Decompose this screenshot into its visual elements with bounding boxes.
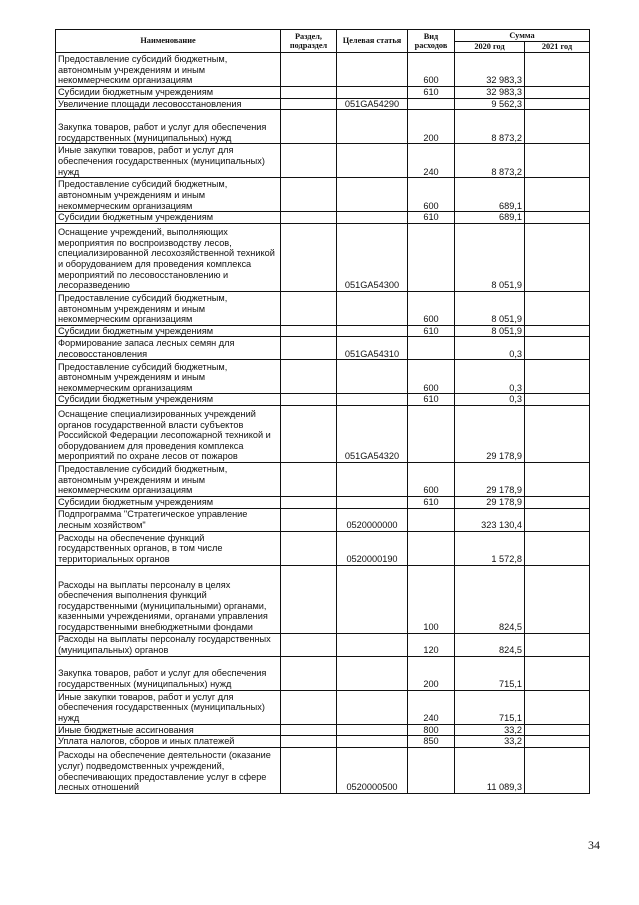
row-target bbox=[337, 212, 408, 224]
row-sum-2021 bbox=[525, 747, 590, 793]
table-row bbox=[56, 633, 590, 656]
row-target bbox=[337, 724, 408, 736]
row-name: Субсидии бюджетным учреждениям bbox=[56, 496, 281, 508]
row-type: 200 bbox=[408, 110, 455, 144]
row-type: 850 bbox=[408, 736, 455, 748]
header-year-2021: 2021 год bbox=[525, 42, 590, 53]
row-type bbox=[408, 508, 455, 531]
row-target bbox=[337, 360, 408, 394]
table-row bbox=[56, 98, 590, 110]
row-name: Формирование запаса лесных семян для лесовосстановления bbox=[56, 337, 281, 360]
row-name: Предоставление субсидий бюджетным, автономным учреждениям и иным некоммерческим организациям bbox=[56, 291, 281, 325]
table-row bbox=[56, 87, 590, 99]
row-section bbox=[281, 656, 337, 690]
row-type: 610 bbox=[408, 496, 455, 508]
row-name: Субсидии бюджетным учреждениям bbox=[56, 212, 281, 224]
row-target bbox=[337, 462, 408, 496]
row-name: Закупка товаров, работ и услуг для обеспечения государственных (муниципальных) нужд bbox=[56, 110, 281, 144]
table-row bbox=[56, 325, 590, 337]
row-sum-2020: 29 178,9 bbox=[455, 405, 525, 462]
row-section bbox=[281, 508, 337, 531]
row-section bbox=[281, 87, 337, 99]
row-name: Расходы на обеспечение функций государственных органов, в том числе территориальных органов bbox=[56, 531, 281, 565]
row-type: 610 bbox=[408, 394, 455, 406]
row-section bbox=[281, 633, 337, 656]
row-type: 200 bbox=[408, 656, 455, 690]
row-sum-2021 bbox=[525, 291, 590, 325]
row-type: 600 bbox=[408, 462, 455, 496]
row-sum-2020: 689,1 bbox=[455, 178, 525, 212]
row-sum-2021 bbox=[525, 496, 590, 508]
header-sum: Сумма bbox=[455, 30, 590, 42]
row-target bbox=[337, 690, 408, 724]
row-sum-2020: 8 051,9 bbox=[455, 223, 525, 291]
row-name: Субсидии бюджетным учреждениям bbox=[56, 394, 281, 406]
header-target: Целевая статья bbox=[337, 30, 408, 53]
row-sum-2021 bbox=[525, 690, 590, 724]
row-sum-2021 bbox=[525, 223, 590, 291]
row-type: 610 bbox=[408, 325, 455, 337]
row-name: Предоставление субсидий бюджетным, автономным учреждениям и иным некоммерческим организациям bbox=[56, 462, 281, 496]
row-name: Увеличение площади лесовосстановления bbox=[56, 98, 281, 110]
row-target bbox=[337, 325, 408, 337]
header-type: Вид расходов bbox=[408, 30, 455, 53]
row-type: 600 bbox=[408, 178, 455, 212]
table-row bbox=[56, 736, 590, 748]
row-sum-2020: 824,5 bbox=[455, 565, 525, 633]
row-target: 051GA54300 bbox=[337, 223, 408, 291]
row-sum-2021 bbox=[525, 53, 590, 87]
row-name: Расходы на обеспечение деятельности (оказание услуг) подведомственных учреждений, обеспечивающих предоставление услуг в сфере лесных отношений bbox=[56, 747, 281, 793]
row-sum-2021 bbox=[525, 98, 590, 110]
table-row bbox=[56, 212, 590, 224]
row-sum-2020: 323 130,4 bbox=[455, 508, 525, 531]
row-name: Подпрограмма "Стратегическое управление лесным хозяйством" bbox=[56, 508, 281, 531]
row-section bbox=[281, 178, 337, 212]
table-row bbox=[56, 394, 590, 406]
table-row bbox=[56, 531, 590, 565]
row-sum-2021 bbox=[525, 531, 590, 565]
row-sum-2021 bbox=[525, 736, 590, 748]
row-target: 051GA54290 bbox=[337, 98, 408, 110]
table-row bbox=[56, 144, 590, 178]
row-section bbox=[281, 53, 337, 87]
row-target bbox=[337, 394, 408, 406]
table-row bbox=[56, 565, 590, 633]
row-name: Иные бюджетные ассигнования bbox=[56, 724, 281, 736]
row-section bbox=[281, 144, 337, 178]
table-row bbox=[56, 110, 590, 144]
row-sum-2020: 11 089,3 bbox=[455, 747, 525, 793]
row-target bbox=[337, 656, 408, 690]
row-sum-2020: 0,3 bbox=[455, 360, 525, 394]
row-sum-2020: 8 051,9 bbox=[455, 325, 525, 337]
row-sum-2021 bbox=[525, 87, 590, 99]
row-type bbox=[408, 531, 455, 565]
row-name: Расходы на выплаты персоналу в целях обеспечения выполнения функций государственными (муниципальными) органами, казенными учреждениями, органами управления государственными внебюджетными фондами bbox=[56, 565, 281, 633]
row-sum-2020: 8 051,9 bbox=[455, 291, 525, 325]
row-type: 800 bbox=[408, 724, 455, 736]
row-name: Расходы на выплаты персоналу государственных (муниципальных) органов bbox=[56, 633, 281, 656]
row-type: 600 bbox=[408, 291, 455, 325]
row-sum-2020: 1 572,8 bbox=[455, 531, 525, 565]
row-target bbox=[337, 736, 408, 748]
row-type bbox=[408, 337, 455, 360]
row-sum-2021 bbox=[525, 360, 590, 394]
row-name: Оснащение учреждений, выполняющих мероприятия по воспроизводству лесов, специализированной лесохозяйственной техникой и оборудованием для проведения комплекса мероприятий по лесовосстановлению и лесоразведению bbox=[56, 223, 281, 291]
row-section bbox=[281, 291, 337, 325]
row-name: Предоставление субсидий бюджетным, автономным учреждениям и иным некоммерческим организациям bbox=[56, 53, 281, 87]
row-section bbox=[281, 394, 337, 406]
row-section bbox=[281, 223, 337, 291]
row-section bbox=[281, 462, 337, 496]
row-name: Субсидии бюджетным учреждениям bbox=[56, 325, 281, 337]
table-row bbox=[56, 223, 590, 291]
row-section bbox=[281, 496, 337, 508]
table-row bbox=[56, 496, 590, 508]
row-sum-2020: 0,3 bbox=[455, 337, 525, 360]
row-sum-2021 bbox=[525, 144, 590, 178]
row-target: 0520000500 bbox=[337, 747, 408, 793]
table-row bbox=[56, 178, 590, 212]
row-section bbox=[281, 337, 337, 360]
row-sum-2020: 33,2 bbox=[455, 736, 525, 748]
row-sum-2021 bbox=[525, 405, 590, 462]
row-type bbox=[408, 98, 455, 110]
row-type: 240 bbox=[408, 144, 455, 178]
table-row bbox=[56, 690, 590, 724]
row-target: 051GA54310 bbox=[337, 337, 408, 360]
row-sum-2021 bbox=[525, 633, 590, 656]
row-type: 610 bbox=[408, 87, 455, 99]
row-sum-2020: 9 562,3 bbox=[455, 98, 525, 110]
table-row bbox=[56, 508, 590, 531]
row-sum-2021 bbox=[525, 462, 590, 496]
row-target bbox=[337, 565, 408, 633]
row-sum-2021 bbox=[525, 110, 590, 144]
row-sum-2021 bbox=[525, 656, 590, 690]
table-row bbox=[56, 291, 590, 325]
budget-table bbox=[55, 29, 590, 794]
row-type bbox=[408, 747, 455, 793]
table-row bbox=[56, 724, 590, 736]
row-type: 610 bbox=[408, 212, 455, 224]
table-row bbox=[56, 656, 590, 690]
row-section bbox=[281, 531, 337, 565]
row-sum-2020: 715,1 bbox=[455, 656, 525, 690]
row-section bbox=[281, 747, 337, 793]
row-section bbox=[281, 360, 337, 394]
row-sum-2021 bbox=[525, 565, 590, 633]
row-target bbox=[337, 87, 408, 99]
row-section bbox=[281, 690, 337, 724]
row-target bbox=[337, 178, 408, 212]
row-type: 240 bbox=[408, 690, 455, 724]
row-name: Оснащение специализированных учреждений органов государственной власти субъектов Российской Федерации лесопожарной техникой и оборудованием для проведения комплекса мероприятий по охране лесов от пожаров bbox=[56, 405, 281, 462]
row-sum-2021 bbox=[525, 394, 590, 406]
row-section bbox=[281, 110, 337, 144]
header-year-2020: 2020 год bbox=[455, 42, 525, 53]
row-name: Иные закупки товаров, работ и услуг для обеспечения государственных (муниципальных) нужд bbox=[56, 690, 281, 724]
header-section: Раздел, подраздел bbox=[281, 30, 337, 53]
table-row bbox=[56, 405, 590, 462]
row-name: Закупка товаров, работ и услуг для обеспечения государственных (муниципальных) нужд bbox=[56, 656, 281, 690]
row-sum-2020: 824,5 bbox=[455, 633, 525, 656]
table-row bbox=[56, 337, 590, 360]
row-section bbox=[281, 98, 337, 110]
row-target bbox=[337, 110, 408, 144]
page-number: 34 bbox=[588, 838, 600, 852]
row-sum-2020: 8 873,2 bbox=[455, 110, 525, 144]
row-sum-2020: 689,1 bbox=[455, 212, 525, 224]
row-name: Субсидии бюджетным учреждениям bbox=[56, 87, 281, 99]
row-sum-2020: 715,1 bbox=[455, 690, 525, 724]
row-target: 0520000000 bbox=[337, 508, 408, 531]
row-name: Предоставление субсидий бюджетным, автономным учреждениям и иным некоммерческим организациям bbox=[56, 360, 281, 394]
row-type: 120 bbox=[408, 633, 455, 656]
row-target bbox=[337, 53, 408, 87]
header-name: Наименование bbox=[56, 30, 281, 53]
row-sum-2020: 0,3 bbox=[455, 394, 525, 406]
table-row bbox=[56, 360, 590, 394]
row-section bbox=[281, 736, 337, 748]
row-type bbox=[408, 405, 455, 462]
row-section bbox=[281, 325, 337, 337]
table-row bbox=[56, 53, 590, 87]
table-row bbox=[56, 747, 590, 793]
row-target: 0520000190 bbox=[337, 531, 408, 565]
row-target bbox=[337, 144, 408, 178]
row-type bbox=[408, 223, 455, 291]
table-row bbox=[56, 462, 590, 496]
row-section bbox=[281, 212, 337, 224]
row-sum-2021 bbox=[525, 337, 590, 360]
row-target bbox=[337, 633, 408, 656]
row-type: 600 bbox=[408, 360, 455, 394]
row-target bbox=[337, 291, 408, 325]
row-sum-2021 bbox=[525, 325, 590, 337]
row-sum-2020: 33,2 bbox=[455, 724, 525, 736]
row-target: 051GA54320 bbox=[337, 405, 408, 462]
table-body bbox=[56, 53, 590, 794]
row-sum-2021 bbox=[525, 724, 590, 736]
row-sum-2021 bbox=[525, 212, 590, 224]
row-sum-2020: 32 983,3 bbox=[455, 53, 525, 87]
row-target bbox=[337, 496, 408, 508]
row-section bbox=[281, 724, 337, 736]
row-sum-2020: 29 178,9 bbox=[455, 496, 525, 508]
row-sum-2020: 8 873,2 bbox=[455, 144, 525, 178]
row-name: Уплата налогов, сборов и иных платежей bbox=[56, 736, 281, 748]
row-type: 600 bbox=[408, 53, 455, 87]
row-name: Иные закупки товаров, работ и услуг для обеспечения государственных (муниципальных) нужд bbox=[56, 144, 281, 178]
row-sum-2020: 32 983,3 bbox=[455, 87, 525, 99]
row-name: Предоставление субсидий бюджетным, автономным учреждениям и иным некоммерческим организациям bbox=[56, 178, 281, 212]
row-sum-2021 bbox=[525, 178, 590, 212]
row-section bbox=[281, 565, 337, 633]
row-sum-2020: 29 178,9 bbox=[455, 462, 525, 496]
row-section bbox=[281, 405, 337, 462]
row-sum-2021 bbox=[525, 508, 590, 531]
row-type: 100 bbox=[408, 565, 455, 633]
